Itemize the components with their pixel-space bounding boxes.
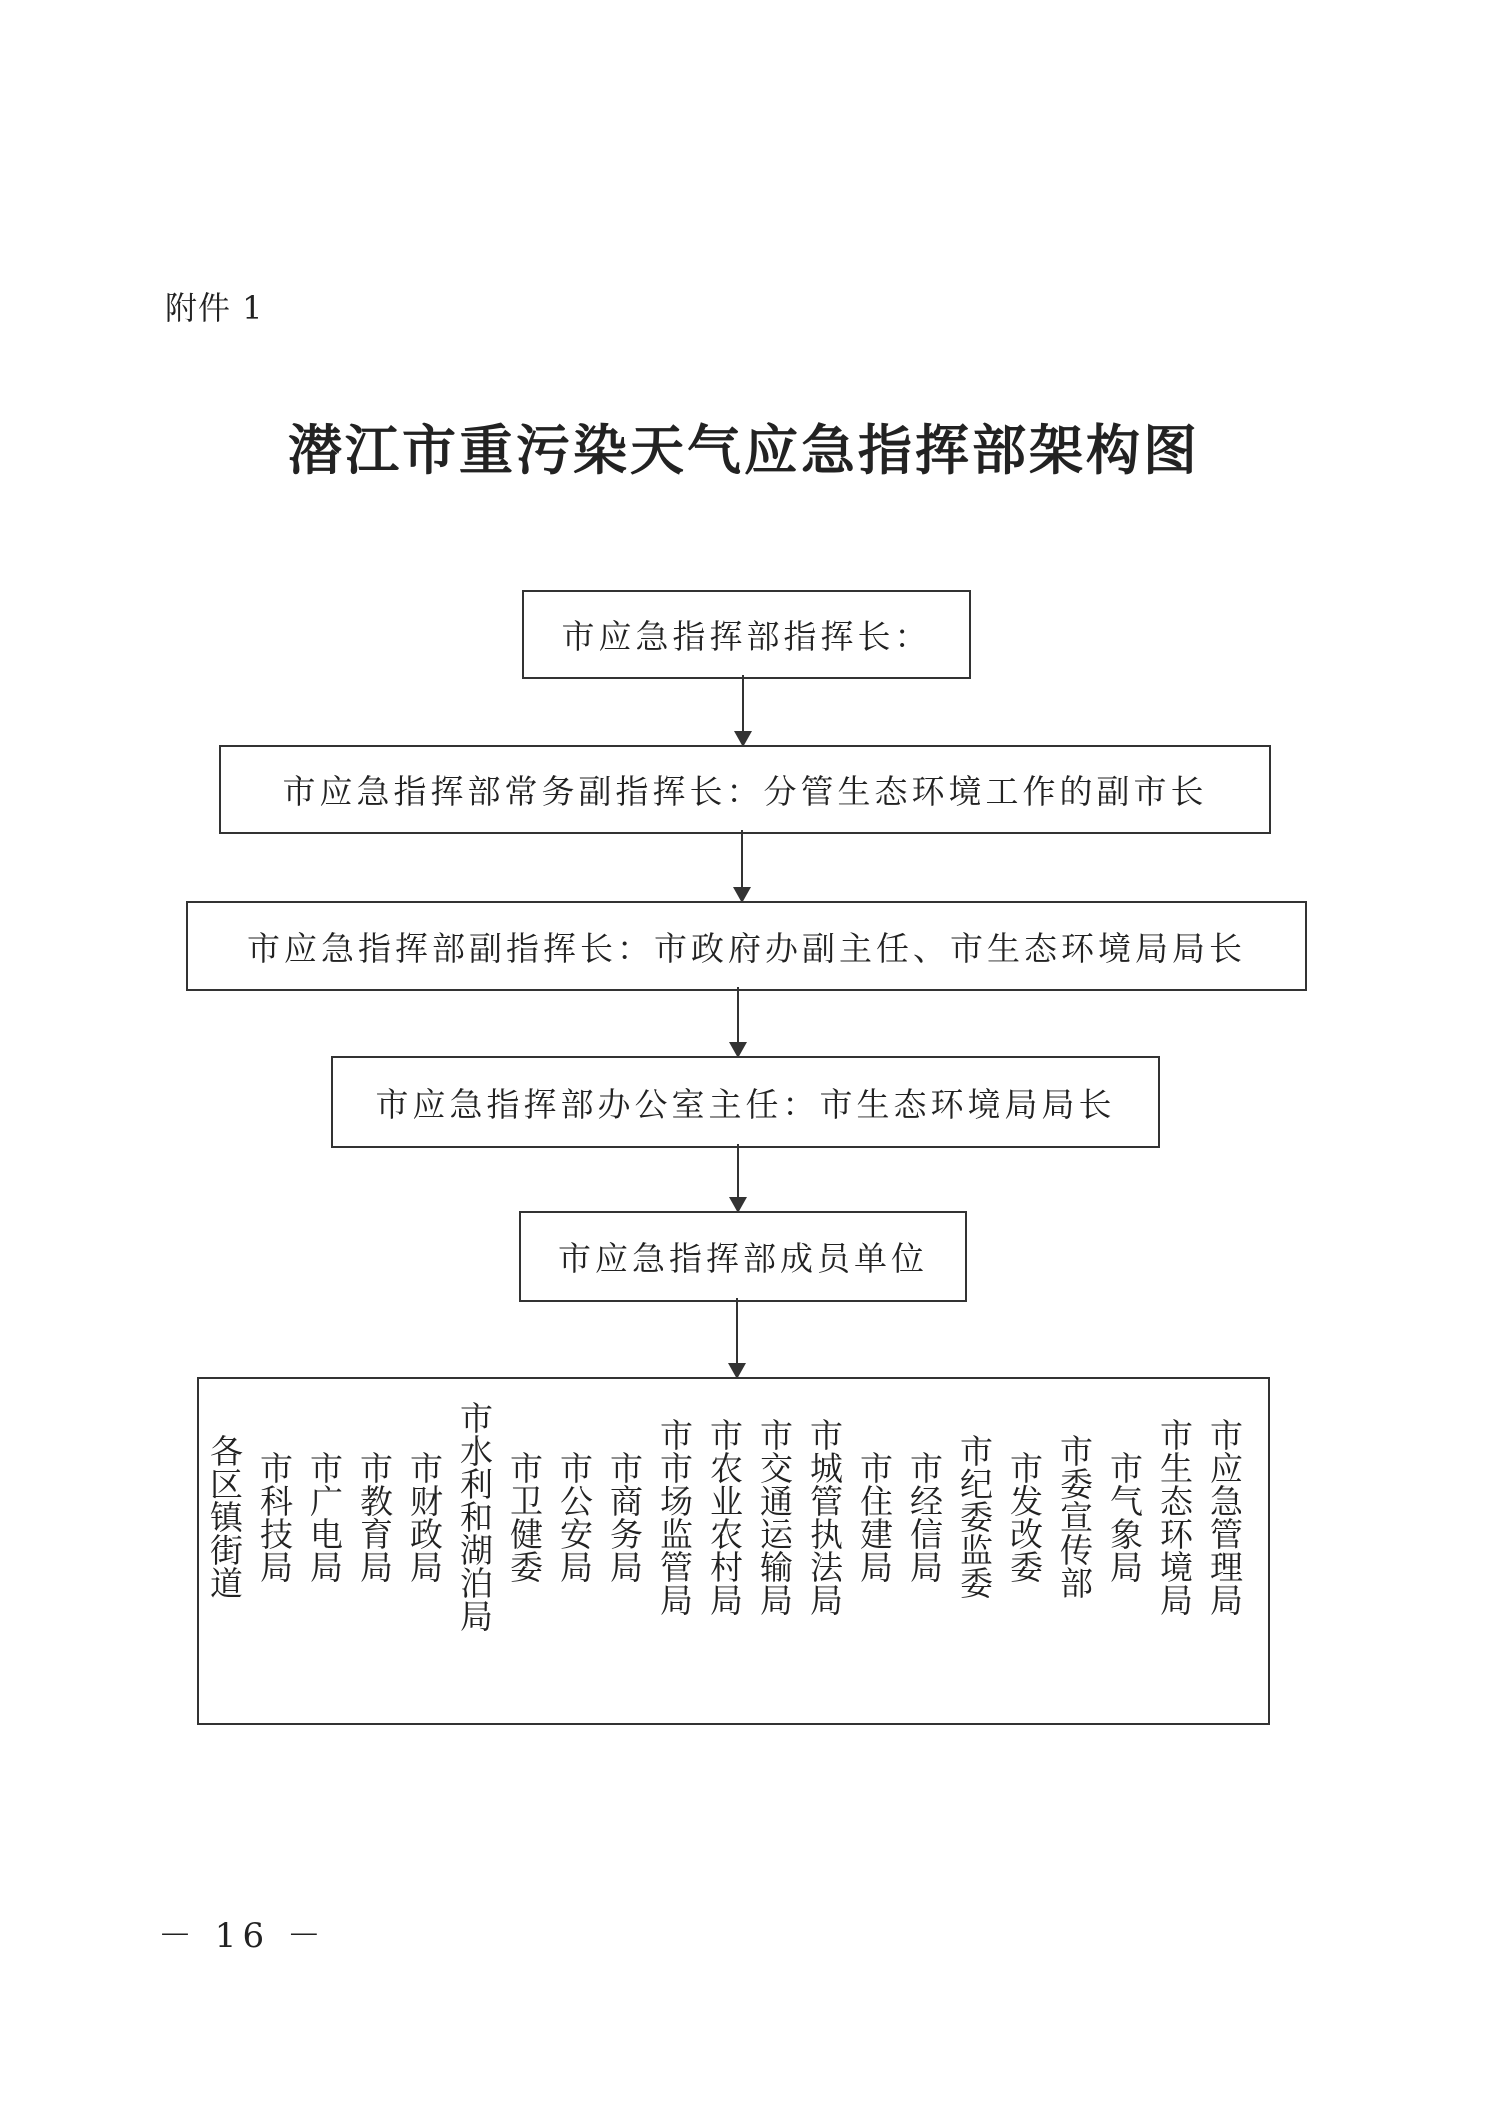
- arrow-4: [737, 1144, 739, 1211]
- member-unit: 市生态环境局: [1155, 1417, 1194, 1616]
- member-units-box: [197, 1377, 1270, 1725]
- deputy-label: 市应急指挥部副指挥长：市政府办副主任、市生态环境局局长: [247, 928, 1246, 968]
- office-director-label: 市应急指挥部办公室主任：市生态环境局局长: [375, 1084, 1116, 1124]
- member-unit: 市经信局: [905, 1450, 944, 1583]
- member-unit: 各区镇街道: [205, 1434, 244, 1599]
- office-director-box: [331, 1056, 1160, 1148]
- deputy-box: [186, 901, 1307, 991]
- member-unit: 市住建局: [855, 1450, 894, 1583]
- member-unit: 市商务局: [605, 1450, 644, 1583]
- page-title: 潜江市重污染天气应急指挥部架构图: [288, 419, 1200, 482]
- member-unit: 市发改委: [1005, 1450, 1044, 1583]
- commander-label: 市应急指挥部指挥长：: [561, 617, 932, 656]
- members-header-box: [519, 1211, 967, 1302]
- member-unit: 市科技局: [255, 1450, 294, 1583]
- page-number: － 16 －: [158, 1916, 327, 1956]
- member-unit: 市财政局: [405, 1450, 444, 1583]
- member-unit: 市农业农村局: [705, 1417, 744, 1616]
- member-unit: 市卫健委: [505, 1450, 544, 1583]
- member-unit: 市气象局: [1105, 1450, 1144, 1583]
- member-unit: 市广电局: [305, 1450, 344, 1583]
- member-unit: 市水利和湖泊局: [455, 1401, 494, 1632]
- executive-deputy-box: [219, 745, 1271, 834]
- arrow-2: [741, 830, 743, 901]
- member-unit: 市教育局: [355, 1450, 394, 1583]
- member-unit: 市交通运输局: [755, 1417, 794, 1616]
- arrow-3: [737, 987, 739, 1056]
- member-unit: 市市场监管局: [655, 1417, 694, 1616]
- commander-box: [522, 590, 971, 679]
- member-unit: 市委宣传部: [1055, 1434, 1094, 1599]
- arrow-1: [742, 675, 744, 745]
- executive-deputy-label: 市应急指挥部常务副指挥长：分管生态环境工作的副市长: [282, 772, 1208, 811]
- member-unit: 市城管执法局: [805, 1417, 844, 1616]
- arrow-5: [736, 1298, 738, 1377]
- member-unit: 市应急管理局: [1205, 1417, 1244, 1616]
- member-unit: 市纪委监委: [955, 1434, 994, 1599]
- attachment-label: 附件 1: [165, 289, 264, 327]
- member-units-list: [207, 1401, 1245, 1632]
- members-header-label: 市应急指挥部成员单位: [558, 1239, 928, 1278]
- member-unit: 市公安局: [555, 1450, 594, 1583]
